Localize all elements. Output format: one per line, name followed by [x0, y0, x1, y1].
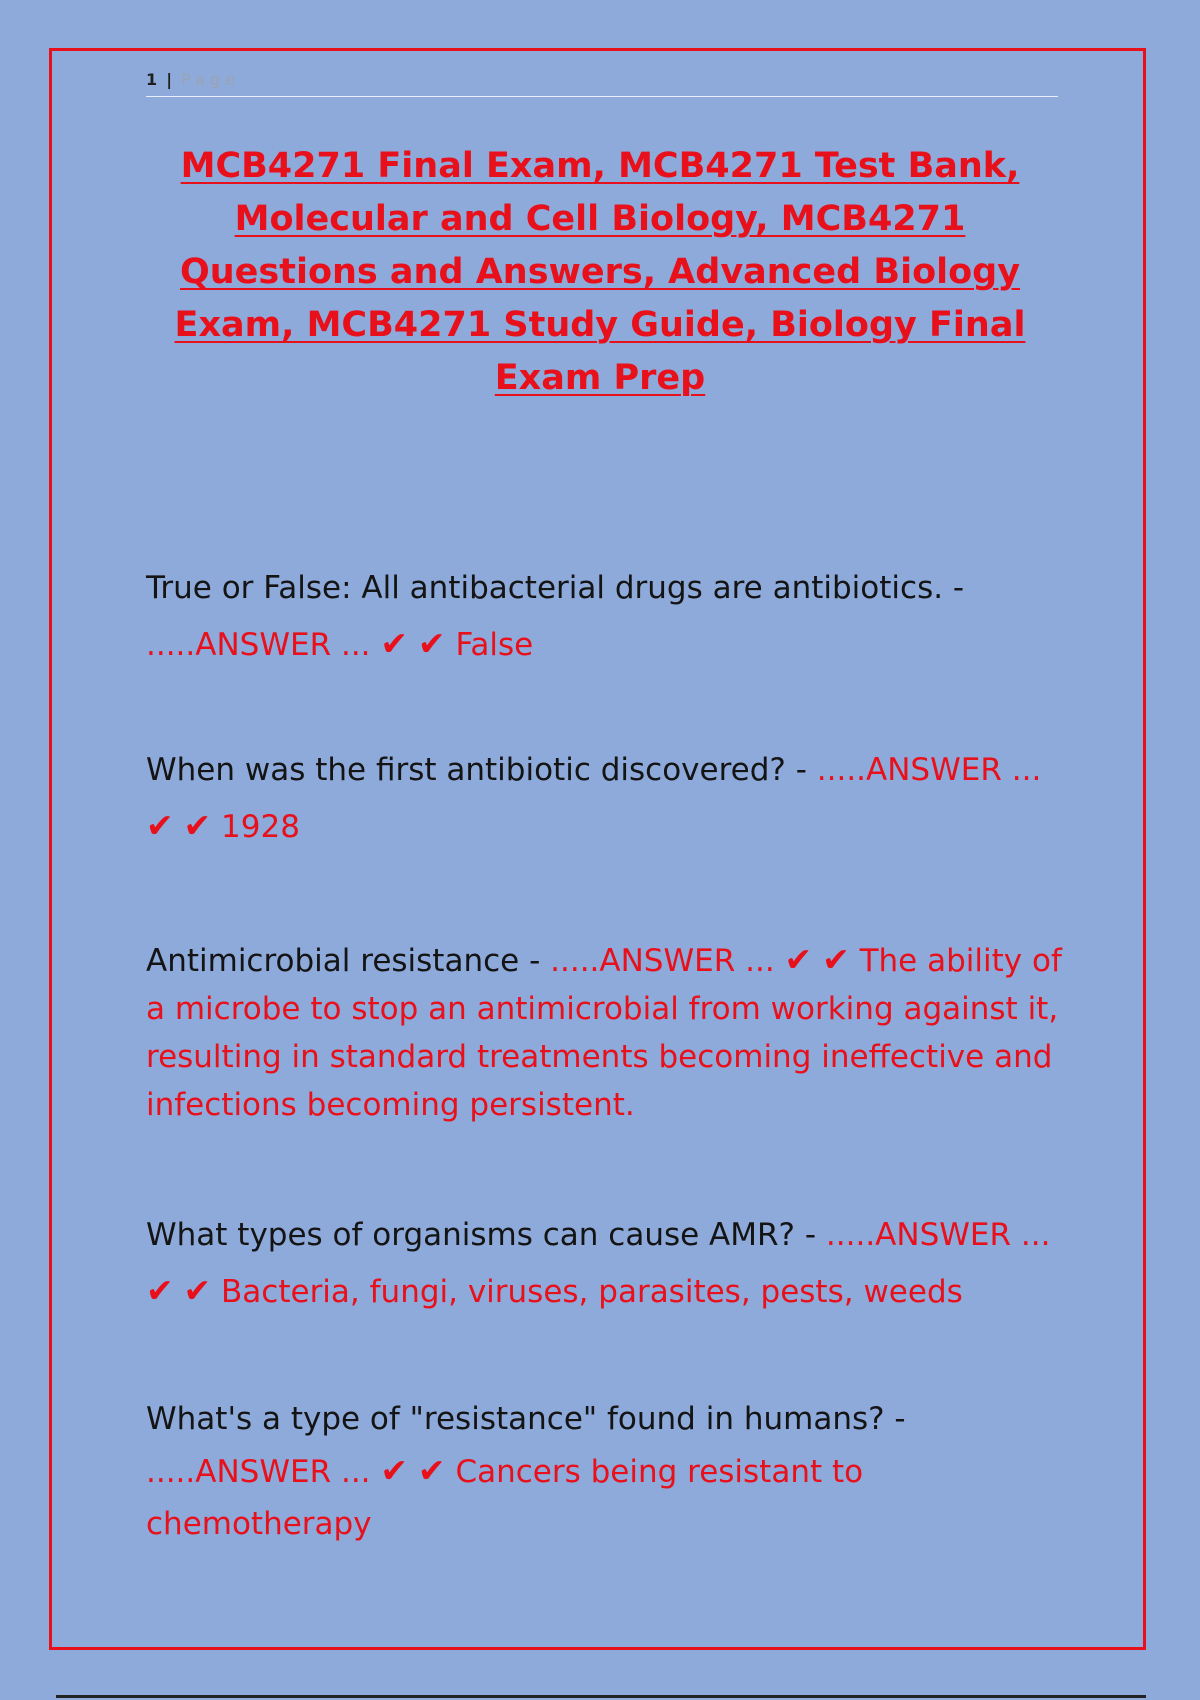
answer-prefix: .....ANSWER ...: [550, 943, 775, 979]
answer-prefix: .....ANSWER ...: [816, 752, 1042, 788]
question-text: When was the first antibiotic discovered? -: [146, 752, 807, 788]
checkmark-icon: ✔: [183, 806, 212, 845]
question-text: True or False: All antibacterial drugs are antibiotics. -: [146, 570, 965, 606]
answer-text: Bacteria, fungi, viruses, parasites, pests, weeds: [221, 1274, 963, 1310]
answer-text: 1928: [221, 809, 300, 845]
answer-prefix: .....ANSWER ...: [146, 627, 371, 663]
checkmark-icon: ✔: [417, 624, 446, 663]
page-number-separator: |: [166, 70, 173, 89]
answer-prefix: .....ANSWER ...: [825, 1217, 1051, 1253]
checkmark-icon: ✔: [146, 806, 174, 845]
answer-text: False: [455, 627, 534, 663]
document-title: MCB4271 Final Exam, MCB4271 Test Bank, Molecular and Cell Biology, MCB4271 Questions and Answers, Advanced Biology Exam, MCB4271 Study Guide, Biology Final Exam Prep: [174, 146, 1026, 398]
qa-item: [146, 560, 1066, 673]
answer-text: Cancers being resistant to chemotherapy: [146, 1454, 864, 1542]
qa-item: [146, 1207, 1066, 1320]
checkmark-icon: ✔: [146, 1271, 174, 1310]
question-text: Antimicrobial resistance -: [146, 943, 541, 979]
page-number: 1: [146, 70, 158, 89]
checkmark-icon: ✔: [417, 1451, 446, 1490]
checkmark-icon: ✔: [380, 624, 409, 663]
qa-item: [146, 742, 1066, 855]
qa-item: [146, 1393, 1066, 1550]
checkmark-icon: ✔: [822, 940, 850, 979]
checkmark-icon: ✔: [183, 1271, 212, 1310]
qa-item: [146, 936, 1066, 1129]
checkmark-icon: ✔: [380, 1451, 409, 1490]
checkmark-icon: ✔: [784, 940, 813, 979]
answer-prefix: .....ANSWER ...: [146, 1454, 371, 1490]
page-header: [146, 70, 1058, 97]
question-text: What's a type of "resistance" found in humans? -: [146, 1401, 906, 1437]
bottom-divider: [56, 1695, 1146, 1698]
page-label: Page: [181, 70, 240, 89]
question-text: What types of organisms can cause AMR? -: [146, 1217, 817, 1253]
answer-text: The ability of a microbe to stop an antimicrobial from working against it, resulting in standard treatments becoming ineffective and infections becoming persistent.: [146, 943, 1062, 1123]
